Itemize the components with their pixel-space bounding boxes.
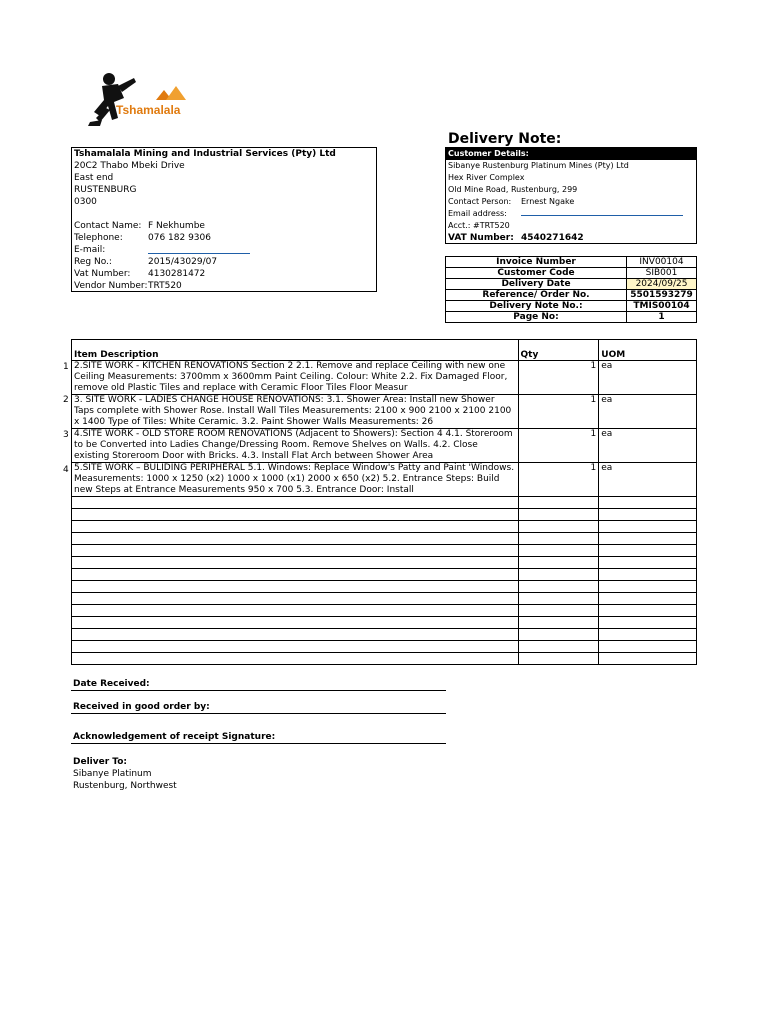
reg-no-label: Reg No.: [74,257,112,267]
customer-acct: Acct.: #TRT520 [448,221,510,230]
deliver-to-line: Sibanye Platinum [73,769,152,779]
page-no-label: Page No: [446,312,627,323]
item-uom: ea [599,361,697,395]
contact-person-label: Contact Person: [448,197,512,206]
customer-code-value: SIB001 [627,268,697,279]
contact-person-value: Ernest Ngake [521,197,575,206]
customer-header: Customer Details: [446,148,696,160]
item-qty: 1 [518,395,599,429]
email-label: E-mail: [74,245,106,255]
delivery-note-no-label: Delivery Note No.: [446,301,627,312]
item-qty: 1 [518,429,599,463]
table-row [446,312,697,323]
customer-address: Old Mine Road, Rustenburg, 299 [448,185,578,194]
blank-row [72,533,697,545]
company-name: Tshamalala Mining and Industrial Services (Pty) Ltd [74,149,336,159]
blank-row [72,605,697,617]
logo-text: Tshamalala [116,103,181,117]
received-good-order-line [71,713,446,714]
customer-email-label: Email address: [448,209,507,218]
company-address-line: 20C2 Thabo Mbeki Drive [74,161,185,171]
delivery-note-no-value: TMIS00104 [627,301,697,312]
item-description: 3. SITE WORK - LADIES CHANGE HOUSE RENOVATIONS: 3.1. Shower Area: Install new Shower Taps complete with Shower Rose. Install Wall Tiles Measurements: 2100 x 900 2100 x 2100 2100 x 1400 Type of Tiles: White Ceramic. 3.2. Paint Shower Walls Measurements: 26 [74,395,512,427]
blank-row [72,629,697,641]
customer-vat-value: 4540271642 [521,233,584,243]
email-link[interactable] [148,253,250,254]
invoice-number-value: INV00104 [627,257,697,268]
blank-row [72,557,697,569]
row-number: 3 [63,430,69,440]
item-description: 4.SITE WORK - OLD STORE ROOM RENOVATIONS (Adjacent to Showers): Section 4 4.1. Storeroom to be Converted into Ladies Change/Dressing Room. Remove Shelves on Walls. 4.2. Close existing Storeroom Door with Bricks. 4.3. Install Flat Arch between Shower Area [74,429,513,461]
contact-name-value: F Nekhumbe [148,221,205,231]
delivery-date-value: 2024/09/25 [627,279,697,290]
blank-row [72,545,697,557]
blank-row [72,617,697,629]
invoice-number-label: Invoice Number [446,257,627,268]
blank-row [72,653,697,665]
table-row [446,279,697,290]
page-no-value: 1 [627,312,697,323]
blank-row [72,497,697,509]
table-row [446,268,697,279]
row-number: 1 [63,362,69,372]
telephone-label: Telephone: [74,233,123,243]
acknowledgement-label: Acknowledgement of receipt Signature: [73,732,276,742]
uom-header: UOM [599,340,697,361]
customer-name: Sibanye Rustenburg Platinum Mines (Pty) Ltd [448,161,629,170]
delivery-date-label: Delivery Date [446,279,627,290]
blank-row [72,581,697,593]
blank-row [72,593,697,605]
table-row [72,463,697,497]
invoice-info-table [445,256,697,323]
item-qty: 1 [518,361,599,395]
table-row [446,301,697,312]
row-number: 2 [63,395,69,405]
company-address-line: RUSTENBURG [74,185,137,195]
item-uom: ea [599,463,697,497]
date-received-line [71,690,446,691]
item-description: 2.SITE WORK - KITCHEN RENOVATIONS Section 2 2.1. Remove and replace Ceiling with new one Ceiling Measurements: 3700mm x 3600mm Paint Ceiling. Colour: White 2.2. Fix Damaged Floor, remove old Plastic Tiles and replace with Ceramic Floor Tiles Floor Measur [74,361,508,393]
table-row [446,257,697,268]
blank-row [72,569,697,581]
customer-email-link[interactable] [521,215,683,216]
deliver-to-label: Deliver To: [73,757,128,767]
items-table [71,339,697,665]
table-row [446,290,697,301]
reg-no-value: 2015/43029/07 [148,257,218,267]
blank-row [72,509,697,521]
item-uom: ea [599,429,697,463]
vendor-number-value: TRT520 [148,281,182,291]
date-received-label: Date Received: [73,679,150,689]
vendor-number-label: Vendor Number: [74,281,148,291]
table-row [72,361,697,395]
miner-icon [84,70,214,132]
item-description: 5.SITE WORK – BULIDING PERIPHERAL 5.1. Windows: Replace Window's Patty and Paint 'Windows. Measurements: 1000 x 1250 (x2) 1000 x 1000 (x1) 2000 x 650 (x2) 5.2. Entrance Steps: Build new Steps at Entrance Measurements 950 x 700 5.3. Entrance Door: Install [74,463,515,495]
table-row [72,429,697,463]
qty-header: Qty [518,340,599,361]
customer-code-label: Customer Code [446,268,627,279]
telephone-value: 076 182 9306 [148,233,211,243]
customer-details [445,147,697,244]
description-header: Item Description [72,340,519,361]
reference-order-value: 5501593279 [627,290,697,301]
contact-name-label: Contact Name: [74,221,142,231]
row-number: 4 [63,465,69,475]
customer-vat-label: VAT Number: [448,233,514,243]
blank-row [72,641,697,653]
vat-number-label: Vat Number: [74,269,131,279]
table-row [72,395,697,429]
item-uom: ea [599,395,697,429]
customer-complex: Hex River Complex [448,173,525,182]
deliver-to-line: Rustenburg, Northwest [73,781,177,791]
page-title: Delivery Note: [448,131,562,147]
company-address-line: 0300 [74,197,97,207]
item-qty: 1 [518,463,599,497]
company-address-line: East end [74,173,114,183]
company-details [71,147,377,292]
vat-number-value: 4130281472 [148,269,206,279]
company-logo [84,70,214,132]
acknowledgement-line [71,743,446,744]
reference-order-label: Reference/ Order No. [446,290,627,301]
table-header-row [72,340,697,361]
received-good-order-label: Received in good order by: [73,702,210,712]
blank-row [72,521,697,533]
